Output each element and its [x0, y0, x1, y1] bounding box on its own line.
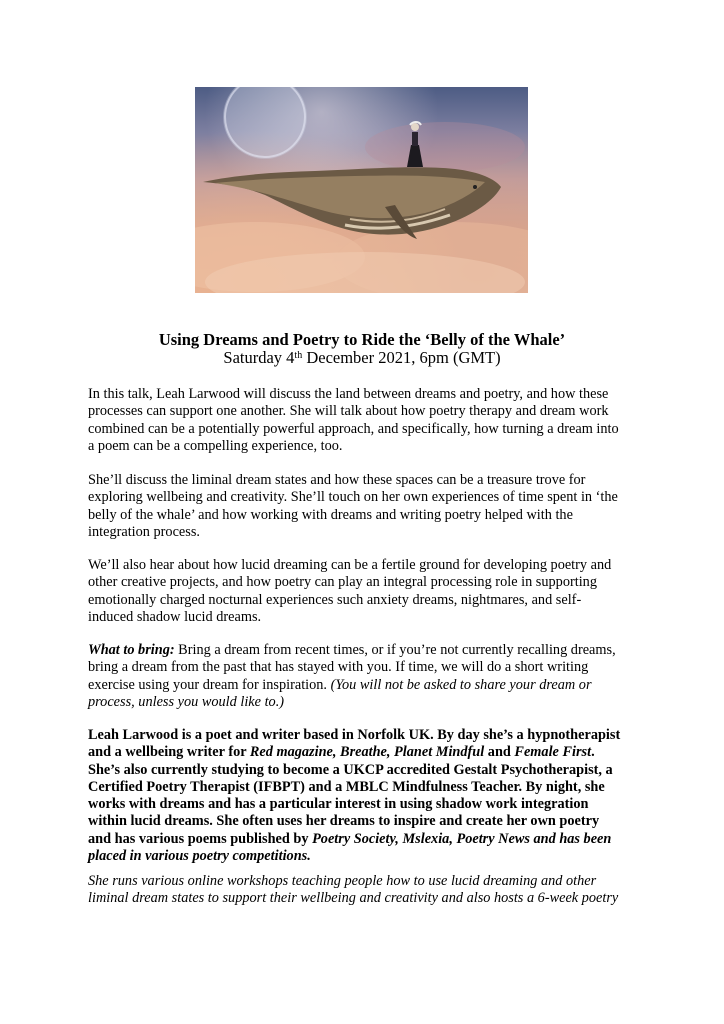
text-line: liminal dream states to support their wellbeing and creativity and also hosts a 6-week poetry — [88, 890, 619, 907]
event-date-rest: December 2021, 6pm (GMT) — [302, 348, 501, 367]
bio-paragraph — [88, 727, 648, 865]
text-line: Certified Poetry Therapist (IFBPT) and a MBLC Mindfulness Teacher. By night, she — [88, 778, 605, 795]
text-line: and a wellbeing writer for Red magazine, Breathe, Planet Mindful and Female First. — [88, 744, 595, 761]
whale-scene-graphic — [195, 87, 528, 293]
text-line: placed in various poetry competitions. — [88, 848, 311, 865]
text-line: She’ll discuss the liminal dream states and how these spaces can be a treasure trove for — [88, 472, 586, 488]
text-line: Leah Larwood is a poet and writer based in Norfolk UK. By day she’s a hypnotherapist — [88, 727, 621, 743]
text-line: exploring wellbeing and creativity. She’ll touch on her own experiences of time spent in ‘the — [88, 489, 618, 506]
liminal-paragraph — [88, 472, 648, 541]
lucid-dreaming-paragraph — [88, 557, 648, 626]
text-line: integration process. — [88, 523, 200, 540]
text-line: other creative projects, and how poetry can play an integral processing role in supporting — [88, 574, 597, 591]
text-line: exercise using your dream for inspiration. (You will not be asked to share your dream or — [88, 676, 592, 693]
event-date-suffix: th — [294, 350, 303, 361]
text-line: induced shadow lucid dreams. — [88, 608, 262, 625]
text-line: emotionally charged nocturnal experiences such anxiety dreams, nightmares, and self- — [88, 591, 582, 608]
text-line: works with dreams and has a particular interest in using shadow work integration — [88, 796, 589, 813]
workshops-paragraph — [88, 873, 648, 908]
intro-paragraph — [88, 386, 648, 455]
event-date-day: Saturday 4 — [223, 348, 295, 367]
text-line: She runs various online workshops teaching people how to use lucid dreaming and other — [88, 873, 597, 889]
text-line: belly of the whale’ and how working with dreams and writing poetry helped with the — [88, 506, 573, 523]
text-line: What to bring: Bring a dream from recent times, or if you’re not currently recalling dreams, — [88, 642, 616, 658]
text-line: In this talk, Leah Larwood will discuss the land between dreams and poetry, and how these — [88, 386, 609, 402]
text-line: processes can support one another. She will talk about how poetry therapy and dream work — [88, 403, 609, 420]
whale-illustration — [195, 87, 528, 293]
text-line: and has various poems published by Poetry Society, Mslexia, Poetry News and has been — [88, 830, 612, 847]
what-to-bring-label: What to bring: — [88, 642, 175, 658]
text-line: a poem can be a compelling experience, too. — [88, 437, 343, 454]
text-line: process, unless you would like to.) — [88, 693, 285, 710]
event-title: Using Dreams and Poetry to Ride the ‘Belly of the Whale’ — [158, 330, 566, 349]
text-line: within lucid dreams. She often uses her dreams to inspire and create her own poetry — [88, 813, 600, 830]
text-line: We’ll also hear about how lucid dreaming can be a fertile ground for developing poetry and — [88, 557, 612, 573]
text-line: She’s also currently studying to become a UKCP accredited Gestalt Psychotherapist, a — [88, 761, 613, 778]
text-line: combined can be a potentially powerful approach, and specifically, how turning a dream into — [88, 420, 619, 437]
text-line: bring a dream from the past that has stayed with you. If time, we will do a short writing — [88, 659, 589, 676]
what-to-bring-paragraph — [88, 642, 648, 711]
event-date — [0, 348, 724, 368]
